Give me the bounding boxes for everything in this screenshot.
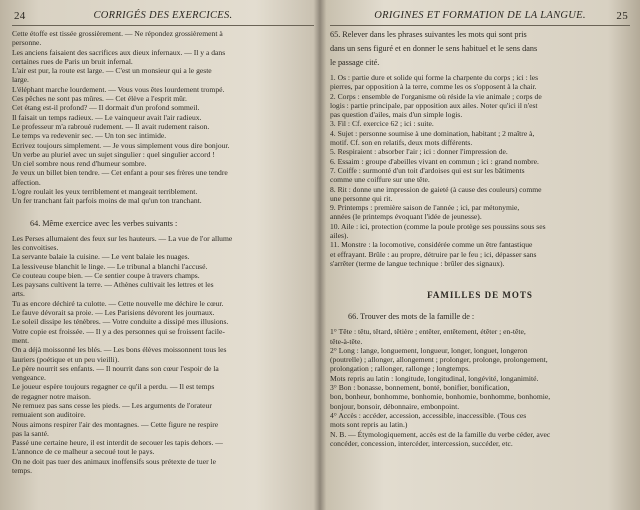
exercise-65-title (330, 30, 630, 68)
title-line: le passage cité. (330, 58, 380, 67)
text-line: Tu as encore déchiré ta culotte. — Cette nouvelle me déchire le cœur. (12, 298, 224, 308)
text-line: Il faisait un temps radieux. — Le vainqueur avait l'air radieux. (12, 112, 202, 122)
text-line: L'air est pur, la route est large. — C'est un monsieur qui a le geste (12, 66, 212, 76)
left-header-rule (12, 25, 314, 26)
text-line: Les paysans cultivent la terre. — Athènes cultivait les lettres et les (12, 280, 214, 290)
text-line: large. (12, 75, 29, 85)
text-line: 1° Tête : têtu, têtard, têtière ; entêter, entêtement, étêter ; en-tête, (330, 327, 526, 337)
left-page (12, 8, 314, 504)
text-line: L'ogre roulait les yeux terriblement et mangeait terriblement. (12, 187, 198, 197)
text-line: arts. (12, 289, 25, 299)
text-line: les convoitises. (12, 242, 59, 252)
text-line: Le soleil dissipe les ténèbres. — Votre conduite a dissipé mes illusions. (12, 317, 229, 327)
text-line: Nous aimons respirer l'air des montagnes. — Cette figure ne respire (12, 419, 219, 429)
text-line: 2° Long : lange, longuement, longueur, longer, longuet, longeron (330, 345, 528, 355)
left-text-block (12, 29, 314, 206)
text-line: mots sont repris au latin.) (330, 420, 408, 430)
text-line: ailes). (330, 231, 349, 241)
text-line: Votre copie est froissée. — Il y a des personnes qui se froissent facile- (12, 326, 225, 336)
text-line: logis : partie principale, par opposition aux ailes. Noter qu'ici il n'est (330, 100, 538, 110)
text-line: Le fauve dévorait sa proie. — Les Parisiens dévorent les journaux. (12, 308, 215, 318)
text-line: Ces pêches ne sont pas mûres. — Cet élève a l'esprit mûr. (12, 94, 187, 104)
text-line: N. B. — Étymologiquement, accès est de la famille du verbe céder, avec (330, 429, 551, 439)
text-line: 4° Accès : accéder, accession, accessible, inaccessible. (Tous ces (330, 410, 527, 420)
title-line: 65. Relever dans les phrases suivantes les mots qui sont pris (330, 30, 527, 39)
right-page (330, 8, 630, 504)
text-line: Ecrivez toujours simplement. — Je vous simplement vous dire bonjour. (12, 140, 230, 150)
exercise-66-title: 66. Trouver des mots de la famille de : (348, 312, 475, 322)
section-title: FAMILLES DE MOTS (427, 290, 533, 301)
text-line: Passé une certaine heure, il est interdit de secouer les tapis dehors. — (12, 438, 223, 448)
text-line: Le temps va redevenir sec. — Un ton sec intimide. (12, 131, 167, 141)
text-line: Les anciens faisaient des sacrifices aux dieux infernaux. — Il y a dans (12, 47, 226, 57)
text-line: Un fer tranchant fait parfois moins de mal qu'un ton tranchant. (12, 196, 202, 206)
right-text-block-2 (330, 327, 630, 448)
text-line: Je veux un billet bien tendre. — Cet enfant a pour ses frères une tendre (12, 168, 228, 178)
text-line: lauriers (poétique et un peu vieilli). (12, 354, 120, 364)
text-line: années (le printemps évoquant l'idée de jeunesse). (330, 212, 482, 222)
text-line: Mots repris au latin : longitude, longitudinal, longévité, longanimité. (330, 373, 539, 383)
text-line: tête-à-tête. (330, 336, 363, 346)
text-line: remuaient son auditoire. (12, 410, 86, 420)
exercise-64-title: 64. Même exercice avec les verbes suivants : (30, 218, 178, 228)
text-line: Ce couteau coupe bien. — Ce sentier coupe à travers champs. (12, 270, 200, 280)
text-line: (poutrelle) ; allonger, allongement ; prolonger, prolonge, prolongement, (330, 355, 548, 365)
left-page-number: 24 (14, 10, 26, 22)
text-line: une personne qui rit. (330, 193, 393, 203)
text-line: 1. Os : partie dure et solide qui forme la charpente du corps ; ici : les (330, 73, 539, 82)
text-line: prolongation ; rallonger, rallonge ; longtemps. (330, 364, 470, 374)
text-line: L'éléphant marche lourdement. — Vous vous êtes lourdement trompé. (12, 84, 225, 94)
text-line: 4. Sujet : personne soumise à une domination, habitant ; 2 maître à, (330, 128, 535, 138)
right-header-rule (330, 25, 630, 26)
text-line: Un verbe au pluriel avec un sujet singulier : quel singulier accord ! (12, 149, 215, 159)
text-line: temps. (12, 466, 33, 476)
text-line: Le professeur m'a rabroué rudement. — Il avait rudement raison. (12, 121, 210, 131)
text-line: On a déjà moissonné les blés. — Les bons élèves moissonnent tous les (12, 345, 227, 355)
text-line: 7. Coiffe : surmonté d'un toit d'ardoises qui est sur les bâtiments (330, 165, 525, 175)
text-line: Cet étang est-il profond? — Il dormait d'un profond sommeil. (12, 103, 200, 113)
text-line: Le père nourrit ses enfants. — Il nourrit dans son cœur l'espoir de la (12, 363, 219, 373)
text-line: 11. Monstre : la locomotive, considérée comme un être fantastique (330, 240, 533, 250)
left-running-title: CORRIGÉS DES EXERCICES. (93, 10, 233, 21)
text-line: personne. (12, 38, 42, 48)
text-line: affection. (12, 177, 41, 187)
text-line: concéder, concession, intercéder, intercession, succéder, etc. (330, 438, 513, 448)
text-line: s'arrêter (terme de langue technique : brûler des signaux). (330, 258, 505, 268)
text-line: de regagner notre maison. (12, 391, 91, 401)
text-line: 10. Aile : ici, protection (comme la poule protège ses poussins sous ses (330, 221, 546, 231)
title-line: dans un sens figuré et en donner le sens habituel et le sens dans (330, 44, 538, 53)
text-line: certaines rues de Paris un bruit infernal. (12, 56, 133, 66)
right-page-number: 25 (616, 10, 628, 22)
text-line: bonjour, bonsoir, débonnaire, embonpoint. (330, 401, 460, 411)
text-line: comme une coiffure sur une tête. (330, 175, 430, 185)
text-line: 5. Respiraient : absorber l'air ; ici : donner l'impression de. (330, 147, 508, 157)
text-line: 2. Corps : ensemble de l'organisme où réside la vie animale ; corps de (330, 91, 542, 101)
text-line: 3. Fil : Cf. exercice 62 ; ici : suite. (330, 119, 434, 129)
right-page-header (330, 8, 630, 24)
text-line: ment. (12, 335, 30, 345)
text-line: Ne remuez pas sans cesse les pieds. — Les arguments de l'orateur (12, 400, 212, 410)
text-line: 8. Rit : donne une impression de gaieté (à cause des couleurs) comme (330, 184, 542, 194)
text-line: 9. Printemps : première saison de l'année ; ici, par métonymie, (330, 203, 520, 213)
right-running-title: ORIGINES ET FORMATION DE LA LANGUE. (374, 10, 586, 21)
right-text-block (330, 73, 630, 268)
text-line: 6. Essaim : groupe d'abeilles vivant en commun ; ici : grand nombre. (330, 156, 539, 166)
text-line: Un ciel sombre nous rend d'humeur sombre. (12, 159, 147, 169)
text-line: La lessiveuse blanchit le linge. — Le tribunal a blanchi l'accusé. (12, 261, 208, 271)
text-line: On ne doit pas tuer des animaux inoffensifs sous prétexte de tuer le (12, 456, 216, 466)
text-line: pierres, par opposition à la terre, comme les os s'opposent à la chair. (330, 82, 537, 92)
text-line: motif. Cf. son en relatifs, deux mots différents. (330, 138, 473, 148)
text-line: vengeance. (12, 373, 46, 383)
text-line: pas question d'ailes, mais d'un simple logis. (330, 110, 463, 120)
text-line: L'annonce de ce malheur a secoué tout le pays. (12, 447, 155, 457)
text-line: Le joueur espère toujours regagner ce qu'il a perdu. — Il est temps (12, 382, 215, 392)
left-text-block-2 (12, 234, 314, 476)
text-line: Les Perses allumaient des feux sur les hauteurs. — La vue de l'or allume (12, 233, 233, 243)
text-line: 3° Bon : bonasse, bonnement, bonté, bonifier, bonification, (330, 383, 510, 393)
text-line: Cette étoffe est tissée grossièrement. — Ne répondez grossièrement à (12, 29, 223, 38)
text-line: et effrayant. Brûle : au propre, détruire par le feu ; ici, dépasser sans (330, 249, 537, 259)
text-line: bon, bonheur, bonhomme, bonhomie, bonhomie, bonhomme, bonhomie, (330, 392, 551, 402)
text-line: pas la santé. (12, 428, 49, 438)
text-line: La servante balaie la cuisine. — Le vent balaie les nuages. (12, 252, 190, 262)
left-page-header (12, 8, 314, 24)
